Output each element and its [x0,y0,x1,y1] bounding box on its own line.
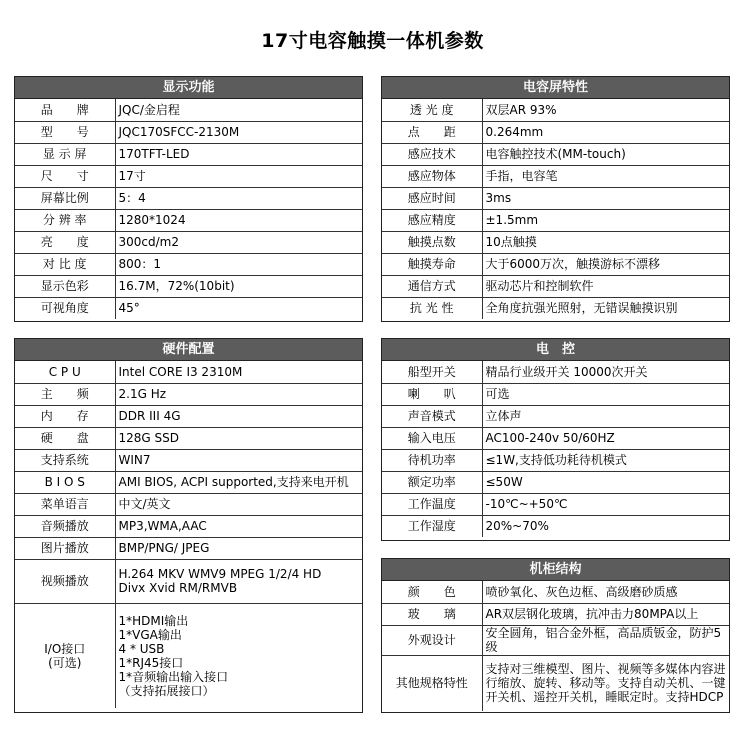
display-row [15,231,362,253]
display-row-value: 16.7M，72%(10bit) [115,275,362,297]
power-row-label: 额定功率 [382,471,482,493]
display-row-label: 显示色彩 [15,275,115,297]
hardware-row-label: 菜单语言 [15,493,115,515]
power-row [382,383,729,405]
power-row [382,361,729,383]
power-row-value: 20%~70% [482,515,729,537]
hardware-row-label: 视频播放 [15,559,115,603]
cabinet-panel [381,558,730,713]
hardware-row [15,515,362,537]
touch-row-label: 触摸寿命 [382,253,482,275]
display-row-value: 17寸 [115,165,362,187]
touch-row-value: 双层AR 93% [485,102,557,117]
cabinet-row [382,655,729,711]
power-row-label: 船型开关 [382,361,482,383]
touch-row [382,275,729,297]
power-row [382,471,729,493]
power-panel [381,338,730,541]
hardware-row [15,427,362,449]
hardware-row-label: 图片播放 [15,537,115,559]
touch-row [382,231,729,253]
display-row-value: 800：1 [115,253,362,275]
cabinet-row-value: AR双层钢化玻璃，抗冲击力80MPA以上 [482,603,729,625]
hardware-row [15,383,362,405]
touch-row-value: 手指，电容笔 [482,165,729,187]
display-row-label: 可视角度 [15,297,115,319]
cabinet-row-value: 喷砂氧化、灰色边框、高级磨砂质感 [485,584,678,599]
touch-row-label: 感应精度 [382,209,482,231]
display-row [15,143,362,165]
hardware-panel [14,338,363,713]
cabinet-panel-header: 机柜结构 [382,559,729,581]
touch-row-label: 触摸点数 [382,231,482,253]
power-row-value: AC100-240v 50/60HZ [482,427,729,449]
hardware-row [15,449,362,471]
cabinet-row-label: 颜 色 [382,581,482,603]
touch-row [382,297,729,319]
hardware-row-label: 音频播放 [15,515,115,537]
display-row-label: 分 辨 率 [15,209,115,231]
display-row [15,253,362,275]
display-row-label: 型 号 [15,121,115,143]
hardware-row-value: MP3,WMA,AAC [115,515,362,537]
hardware-row-value: 2.1G Hz [115,383,362,405]
display-row [15,187,362,209]
hardware-row [15,559,362,603]
display-row-value: 170TFT-LED [115,143,362,165]
touch-row-value: 10点触摸 [482,231,729,253]
touch-row-value: 驱动芯片和控制软件 [482,275,729,297]
touch-row [382,209,729,231]
hardware-row-label: 支持系统 [15,449,115,471]
touch-row-value: 大于6000万次，触摸游标不漂移 [482,253,729,275]
hardware-row-label: 硬 盘 [15,427,115,449]
power-row-value: -10℃~+50℃ [482,493,729,515]
display-row [15,165,362,187]
cabinet-row-label: 外观设计 [382,625,482,655]
power-row-value: ≤1W,支持低功耗待机模式 [482,449,729,471]
display-table [15,99,362,319]
hardware-row-value: H.264 MKV WMV9 MPEG 1/2/4 HD Divx Xvid RM/RMVB [115,559,362,603]
hardware-row-label: B I O S [15,471,115,493]
cabinet-row-value: 支持对三维模型、图片、视频等多媒体内容进 行缩放、旋转、移动等。支持自动关机、一键 开关机、遥控开关机，睡眠定时。支持HDCP [482,655,729,711]
touch-row-label: 感应技术 [382,143,482,165]
power-row-value: 可选 [482,383,729,405]
cabinet-row-label: 其他规格特性 [382,655,482,711]
touch-row [382,253,729,275]
display-row-label: 显 示 屏 [15,143,115,165]
power-row [382,405,729,427]
touch-row-label: 抗 光 性 [382,297,482,319]
hardware-row-label: 主 频 [15,383,115,405]
cabinet-row-label: 玻 璃 [382,603,482,625]
display-row-value: 5：4 [115,187,362,209]
power-row [382,515,729,537]
hardware-row [15,537,362,559]
power-row [382,449,729,471]
touch-row-label: 点 距 [382,121,482,143]
power-table [382,361,729,537]
touch-row [382,143,729,165]
touch-row-label: 感应物体 [382,165,482,187]
power-row-value: 精品行业级开关 10000次开关 [485,364,648,379]
hardware-row-value: Intel CORE I3 2310M [118,364,243,379]
display-panel [14,76,363,322]
display-row-value: 45° [115,297,362,319]
hardware-row-value: AMI BIOS, ACPI supported,支持来电开机 [115,471,362,493]
display-row [15,121,362,143]
hardware-row [15,471,362,493]
touch-row [382,165,729,187]
display-row [15,99,362,121]
power-row-label: 输入电压 [382,427,482,449]
display-row [15,297,362,319]
display-row-value: JQC170SFCC-2130M [115,121,362,143]
display-row-value: JQC/金启程 [118,102,180,117]
hardware-panel-header: 硬件配置 [15,339,362,361]
touch-row-label: 感应时间 [382,187,482,209]
power-row-label: 工作温度 [382,493,482,515]
power-row [382,493,729,515]
hardware-row [15,493,362,515]
hardware-row-value: 128G SSD [115,427,362,449]
touch-panel [381,76,730,322]
touch-row-value: 3ms [482,187,729,209]
power-panel-header: 电 控 [382,339,729,361]
display-row [15,209,362,231]
cabinet-row-value: 安全圆角，铝合金外框，高品质钣金，防护5 级 [482,625,729,655]
touch-panel-header: 电容屏特性 [382,77,729,99]
display-row [15,275,362,297]
cabinet-row [382,625,729,655]
hardware-row-label: 内 存 [15,405,115,427]
display-row-value: 300cd/m2 [115,231,362,253]
display-row-label: 尺 寸 [15,165,115,187]
cabinet-row [382,603,729,625]
display-panel-header: 显示功能 [15,77,362,99]
cabinet-row [382,581,729,603]
touch-row [382,121,729,143]
display-row-label: 亮 度 [15,231,115,253]
hardware-row-value: 1*HDMI输出 1*VGA输出 4 * USB 1*RJ45接口 1*音频输出输入接口 （支持拓展接口） [115,603,362,708]
touch-row-value: 全角度抗强光照射，无错误触摸识别 [482,297,729,319]
hardware-table [15,361,362,708]
hardware-row-label: I/O接口 (可选) [15,603,115,708]
display-row-value: 1280*1024 [115,209,362,231]
hardware-row-value: BMP/PNG/ JPEG [115,537,362,559]
touch-row-label: 透 光 度 [382,99,482,121]
touch-row [382,187,729,209]
touch-row-value: ±1.5mm [482,209,729,231]
power-row-value: ≤50W [482,471,729,493]
touch-row-label: 通信方式 [382,275,482,297]
hardware-row-value: DDR III 4G [115,405,362,427]
power-row [382,427,729,449]
hardware-row [15,603,362,708]
power-row-label: 工作湿度 [382,515,482,537]
touch-row-value: 0.264mm [482,121,729,143]
hardware-row-label: C P U [15,361,115,383]
touch-table [382,99,729,319]
touch-row-value: 电容触控技术(MM-touch) [482,143,729,165]
display-row-label: 屏幕比例 [15,187,115,209]
power-row-label: 喇 叭 [382,383,482,405]
display-row-label: 对 比 度 [15,253,115,275]
hardware-row [15,361,362,383]
hardware-row-value: WIN7 [115,449,362,471]
touch-row [382,99,729,121]
cabinet-table [382,581,729,711]
power-row-label: 待机功率 [382,449,482,471]
page-title: 17寸电容触摸一体机参数 [261,30,484,52]
hardware-row-value: 中文/英文 [115,493,362,515]
display-row-label: 品 牌 [15,99,115,121]
hardware-row [15,405,362,427]
power-row-label: 声音模式 [382,405,482,427]
power-row-value: 立体声 [482,405,729,427]
